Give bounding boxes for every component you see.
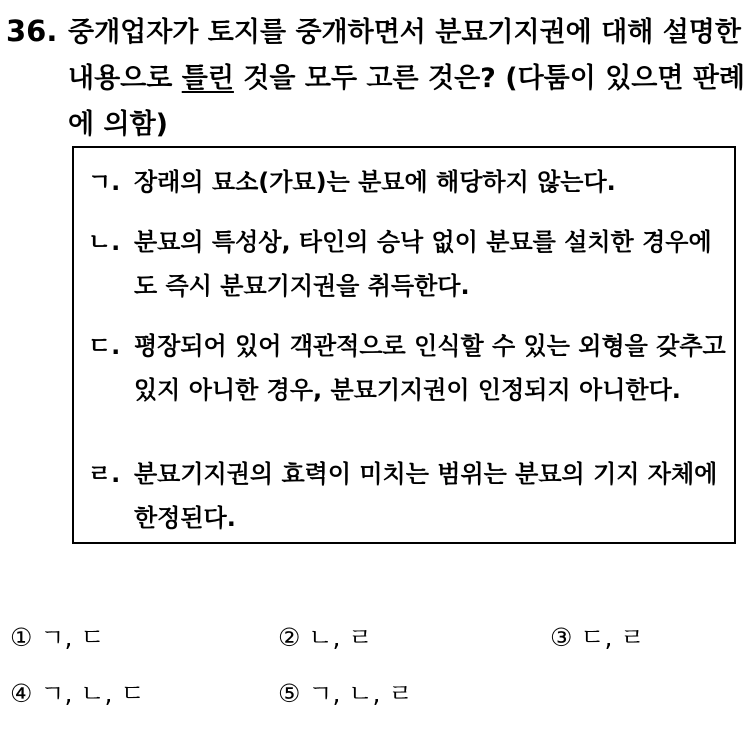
statement-mark: ㄹ. xyxy=(88,460,121,488)
statement-text: 평장되어 있어 객관적으로 인식할 수 있는 외형을 갖추고 있지 아니한 경우, 분묘기지권이 인정되지 아니한다. xyxy=(134,332,726,404)
statement-item xyxy=(88,324,730,412)
statement-item xyxy=(88,220,730,308)
choice-5[interactable]: ⑤ ㄱ, ㄴ, ㄹ xyxy=(278,679,413,708)
choice-4[interactable]: ④ ㄱ, ㄴ, ㄷ xyxy=(10,679,145,708)
statement-mark: ㄱ. xyxy=(88,168,121,196)
question-number: 36. xyxy=(6,14,58,48)
statement-text: 분묘기지권의 효력이 미치는 범위는 분묘의 기지 자체에 한정된다. xyxy=(134,460,718,532)
stem-underlined-word: 틀린 xyxy=(181,63,234,94)
statement-box xyxy=(72,146,736,544)
statement-mark: ㄴ. xyxy=(88,228,121,256)
choice-1[interactable]: ① ㄱ, ㄷ xyxy=(10,623,105,652)
statement-mark: ㄷ. xyxy=(88,332,121,360)
statement-text: 장래의 묘소(가묘)는 분묘에 해당하지 않는다. xyxy=(134,168,616,196)
statement-item xyxy=(88,452,730,540)
choice-2[interactable]: ② ㄴ, ㄹ xyxy=(278,623,373,652)
statement-text: 분묘의 특성상, 타인의 승낙 없이 분묘를 설치한 경우에도 즉시 분묘기지권을 취득한다. xyxy=(134,228,712,300)
stem-text-1: 중개업자가 토지를 중개하면서 분묘기지권에 대해 설명한 내용으로 xyxy=(68,17,741,94)
question-stem xyxy=(68,10,748,148)
stem-text-2: 것을 모두 고른 것은? (다툼이 있으면 판례에 의함) xyxy=(68,63,746,140)
choice-3[interactable]: ③ ㄷ, ㄹ xyxy=(550,623,645,652)
statement-item xyxy=(88,160,730,204)
